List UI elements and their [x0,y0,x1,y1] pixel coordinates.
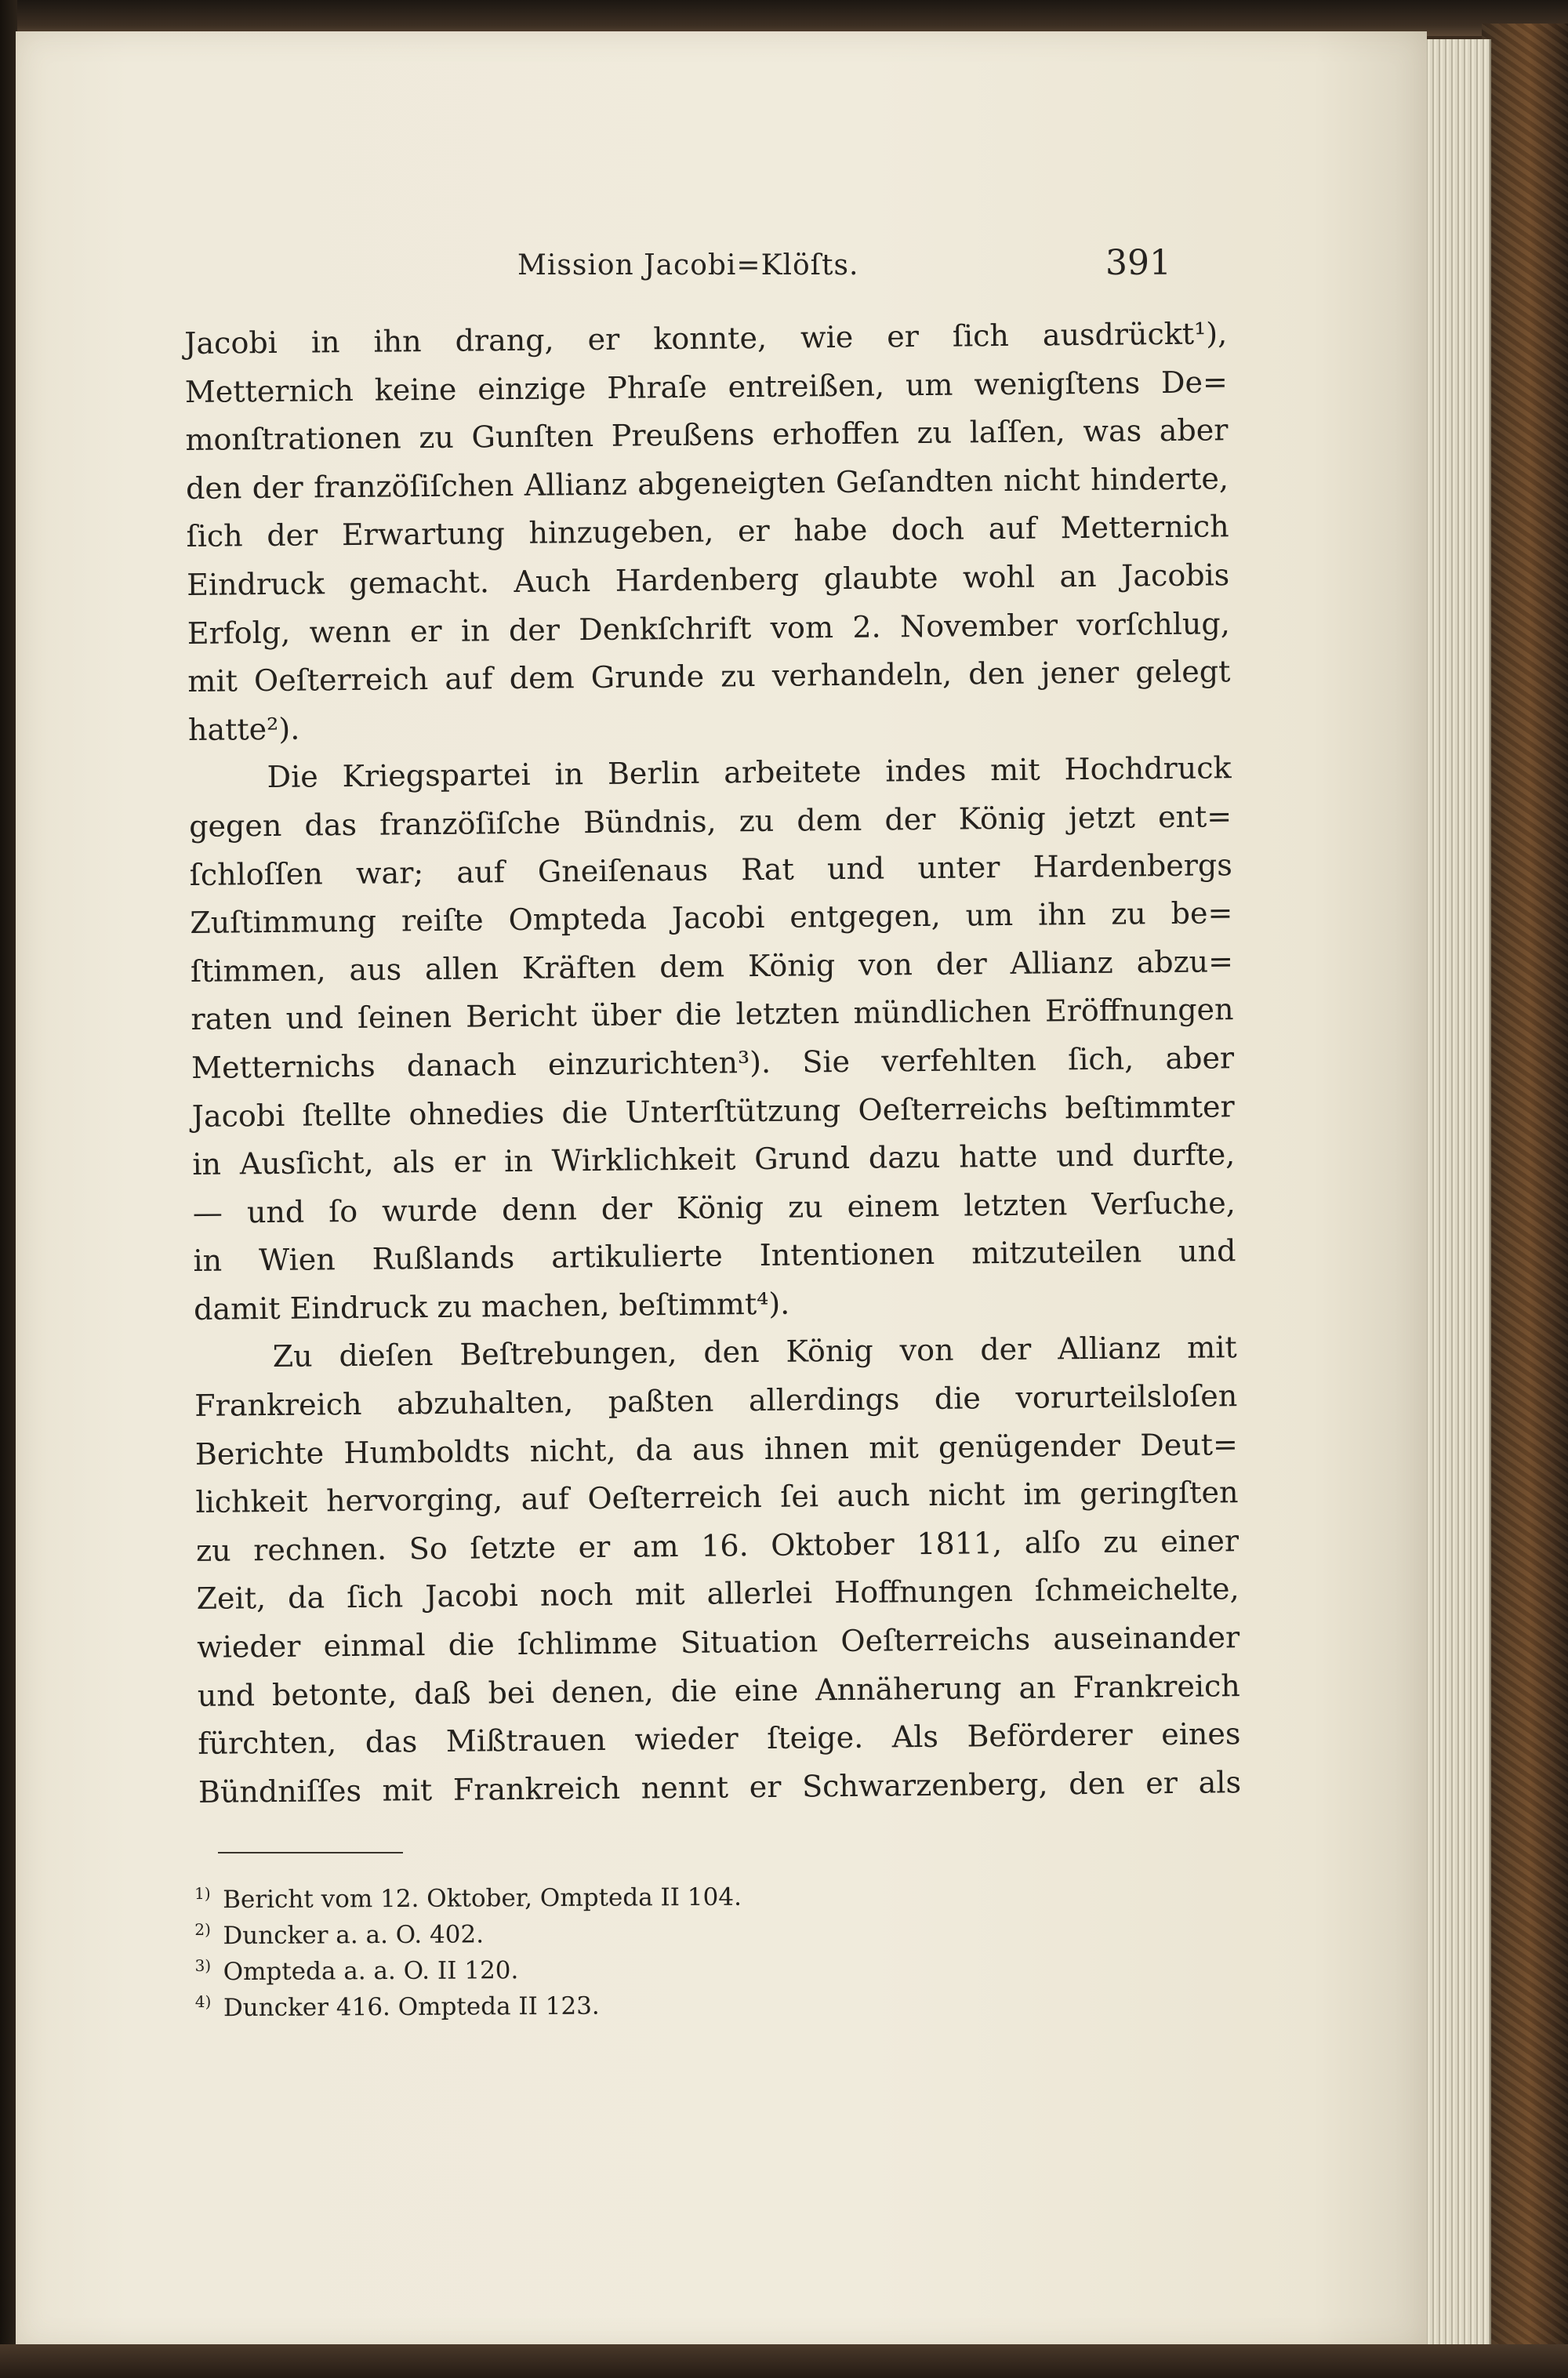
text-line: Metternich keine einzige Phraſe entreißen, um wenigſtens De= [184,364,1229,409]
text-line: monſtrationen zu Gunſten Preußens erhoffen zu laſſen, was aber [185,412,1229,458]
text-line: und betonte, daß bei denen, die eine Annäherung an Frankreich [197,1668,1240,1713]
footnote-text: Bericht vom 12. Oktober, Ompteda II 104. [223,1882,742,1915]
text-line: Frankreich abzuhalten, paßten allerdings die vorurteilsloſen [194,1378,1238,1423]
footnote [194,1979,1058,2023]
text-line: ſtimmen, aus allen Kräften dem König von der Allianz abzu= [190,943,1234,989]
text-line: ſich der Erwartung hinzugeben, er habe doch auf Metternich [186,509,1229,554]
text-line: Berichte Humboldts nicht, da aus ihnen mit genügender Deut= [194,1426,1239,1472]
footnote-marker: 4) [194,1991,212,2011]
text-line: ſchloſſen war; auf Gneiſenaus Rat und unter Hardenbergs [189,847,1232,892]
body-text [184,310,1241,1817]
text-line: Metternichs danach einzurichten³). Sie verfehlten ſich, aber [191,1040,1235,1085]
footnotes [194,1871,1058,2023]
running-title: Mission Jacobi=Klöſts. [517,249,859,281]
page-header [16,243,1427,290]
footnote-text: Duncker a. a. O. 402. [223,1920,485,1951]
footnote [194,1871,1057,1915]
text-line: Die Kriegspartei in Berlin arbeitete indes mit Hochdruck [267,750,1232,795]
text-line: wieder einmal die ſchlimme Situation Oeſterreichs auseinander [197,1620,1240,1665]
text-line: Jacobi ſtellte ohnedies die Unterſtützung Oeſterreichs beſtimmter [191,1088,1235,1134]
text-line: zu rechnen. So ſetzte er am 16. Oktober 1811, alſo zu einer [195,1523,1240,1568]
text-line: — und ſo wurde denn der König zu einem letzten Verſuche, [192,1185,1236,1230]
text-line: Zu dieſen Beſtrebungen, den König von der Allianz mit [272,1330,1237,1374]
book-cover-right-edge [1482,24,1568,2378]
footnote [194,1907,1057,1951]
text-line: Zuſtimmung reiſte Ompteda Jacobi entgegen, um ihn zu be= [190,895,1233,941]
footnote-marker: 1) [194,1883,211,1903]
text-line: Bündniſſes mit Frankreich nennt er Schwarzenberg, den er als [198,1764,1242,1810]
text-line: lichkeit hervorging, auf Oeſterreich ſei auch nicht im geringſten [195,1475,1239,1520]
text-line: Jacobi in ihn drang, er konnte, wie er ſich ausdrückt¹), [184,316,1228,361]
book-cover-bottom-edge [0,2344,1568,2378]
page-number: 391 [1105,243,1171,283]
book-cover-left-edge [0,0,17,2378]
footnote-marker: 3) [194,1955,212,1975]
text-line: Eindruck gemacht. Auch Hardenberg glaubte wohl an Jacobis [187,557,1230,602]
text-line: fürchten, das Mißtrauen wieder ſteige. Als Beförderer eines [198,1716,1241,1762]
footnote-marker: 2) [194,1919,211,1939]
text-line: mit Oeſterreich auf dem Grunde zu verhandeln, den jener gelegt [187,654,1231,699]
book-page [16,31,1427,2348]
text-line: raten und ſeinen Bericht über die letzten mündlichen Eröffnungen [191,992,1234,1037]
footnote-text: Ompteda a. a. O. II 120. [223,1956,519,1987]
footnote-separator [218,1852,403,1853]
text-line: Zeit, da ſich Jacobi noch mit allerlei Hoffnungen ſchmeichelte, [196,1571,1240,1617]
text-line: in Wien Rußlands artikulierte Intentionen mitzuteilen und [193,1233,1236,1279]
text-line: gegen das franzöſiſche Bündnis, zu dem der König jetzt ent= [188,799,1232,844]
text-line: den der franzöſiſchen Allianz abgeneigten Geſandten nicht hinderte, [185,461,1229,506]
text-line: Erfolg, wenn er in der Denkſchrift vom 2. November vorſchlug, [187,605,1230,651]
text-line: in Ausſicht, als er in Wirklichkeit Grund dazu hatte und durfte, [192,1137,1236,1182]
footnote-text: Duncker 416. Ompteda II 123. [223,1991,600,2023]
footnote [194,1943,1057,1987]
text-line: hatte²). [187,711,300,747]
text-line: damit Eindruck zu machen, beſtimmt⁴). [193,1286,790,1327]
